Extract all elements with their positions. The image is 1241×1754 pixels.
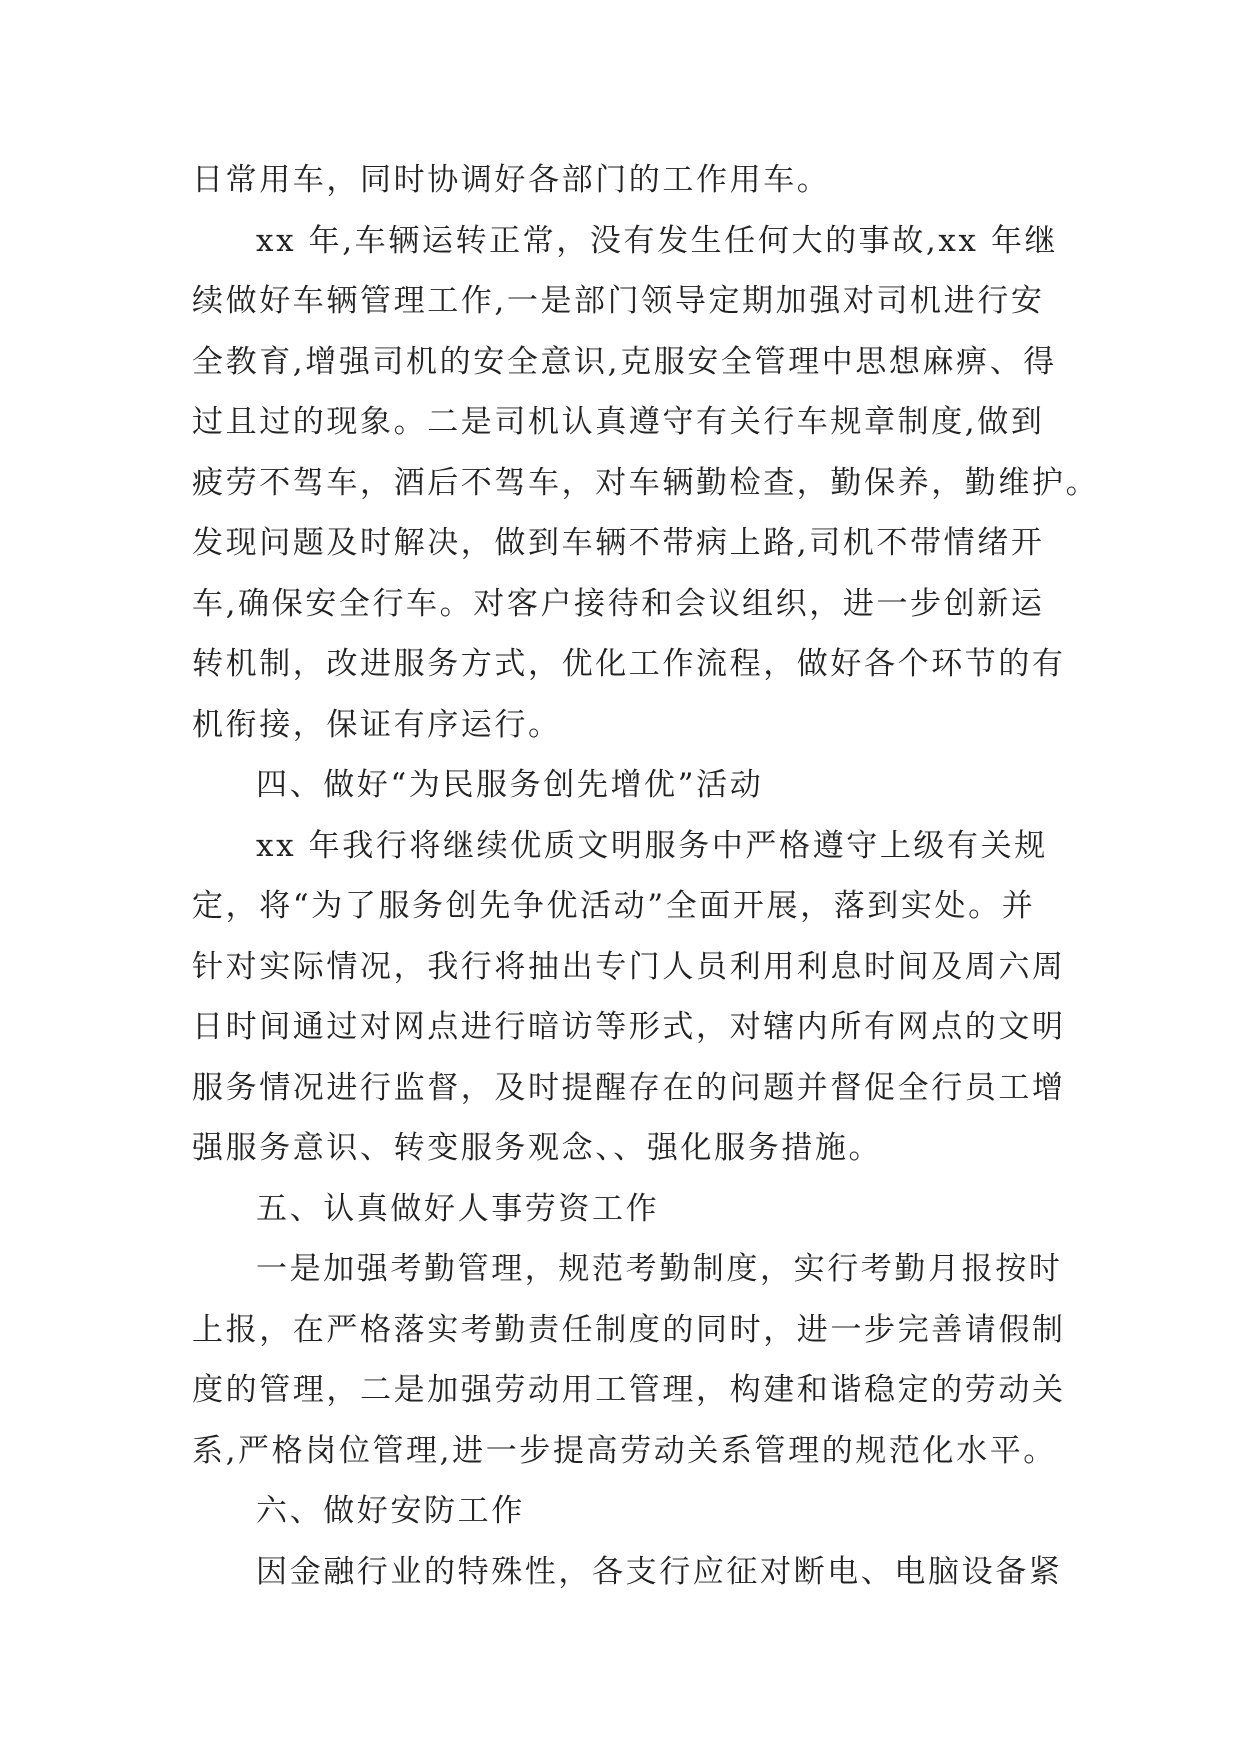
- text-line: 车,确保安全行车。对客户接待和会议组织，进一步创新运: [192, 585, 1045, 622]
- text-line: 全教育,增强司机的安全意识,克服安全管理中思想麻痹、得: [192, 343, 1057, 380]
- text-line: 日时间通过对网点进行暗访等形式，对辖内所有网点的文明: [192, 1009, 1066, 1045]
- text-line: 一是加强考勤管理，规范考勤制度，实行考勤月报按时: [256, 1251, 1063, 1287]
- text-line: 转机制，改进服务方式，优化工作流程，做好各个环节的有: [192, 646, 1066, 682]
- text-line: 续做好车辆管理工作,一是部门领导定期加强对司机进行安: [192, 283, 1045, 319]
- text-line: 针对实际情况，我行将抽出专门人员利用利息时间及周六周: [192, 948, 1066, 985]
- text-line: 日常用车，同时协调好各部门的工作用车。: [192, 162, 831, 198]
- text-line: 度的管理，二是加强劳动用工管理，构建和谐稳定的劳动关: [192, 1372, 1066, 1408]
- text-line: 过且过的现象。二是司机认真遵守有关行车规章制度,做到: [192, 404, 1045, 440]
- text-line: xx 年,车辆运转正常，没有发生任何大的事故,xx 年继: [256, 222, 1059, 259]
- text-line: 疲劳不驾车，酒后不驾车，对车辆勤检查，勤保养，勤维护。: [192, 464, 1100, 501]
- text-line: xx 年我行将继续优质文明服务中严格遵守上级有关规: [256, 827, 1048, 864]
- text-line: 发现问题及时解决，做到车辆不带病上路,司机不带情绪开: [192, 525, 1045, 561]
- text-line: 定，将“为了服务创先争优活动”全面开展，落到实处。并: [192, 888, 1036, 924]
- text-line: 服务情况进行监督，及时提醒存在的问题并督促全行员工增: [192, 1069, 1066, 1106]
- text-line: 上报，在严格落实考勤责任制度的同时，进一步完善请假制: [192, 1311, 1066, 1348]
- text-line: 系,严格岗位管理,进一步提高劳动关系管理的规范化水平。: [192, 1432, 1057, 1469]
- text-line: 四、做好“为民服务创先增优”活动: [256, 767, 764, 803]
- text-line: 机衔接，保证有序运行。: [192, 706, 562, 743]
- document-body: [192, 150, 1100, 1602]
- text-line: 五、认真做好人事劳资工作: [256, 1190, 660, 1227]
- text-line: 强服务意识、转变服务观念、、强化服务措施。: [192, 1130, 883, 1166]
- text-line: 因金融行业的特殊性，各支行应征对断电、电脑设备紧: [256, 1553, 1063, 1590]
- text-line: 六、做好安防工作: [256, 1493, 525, 1529]
